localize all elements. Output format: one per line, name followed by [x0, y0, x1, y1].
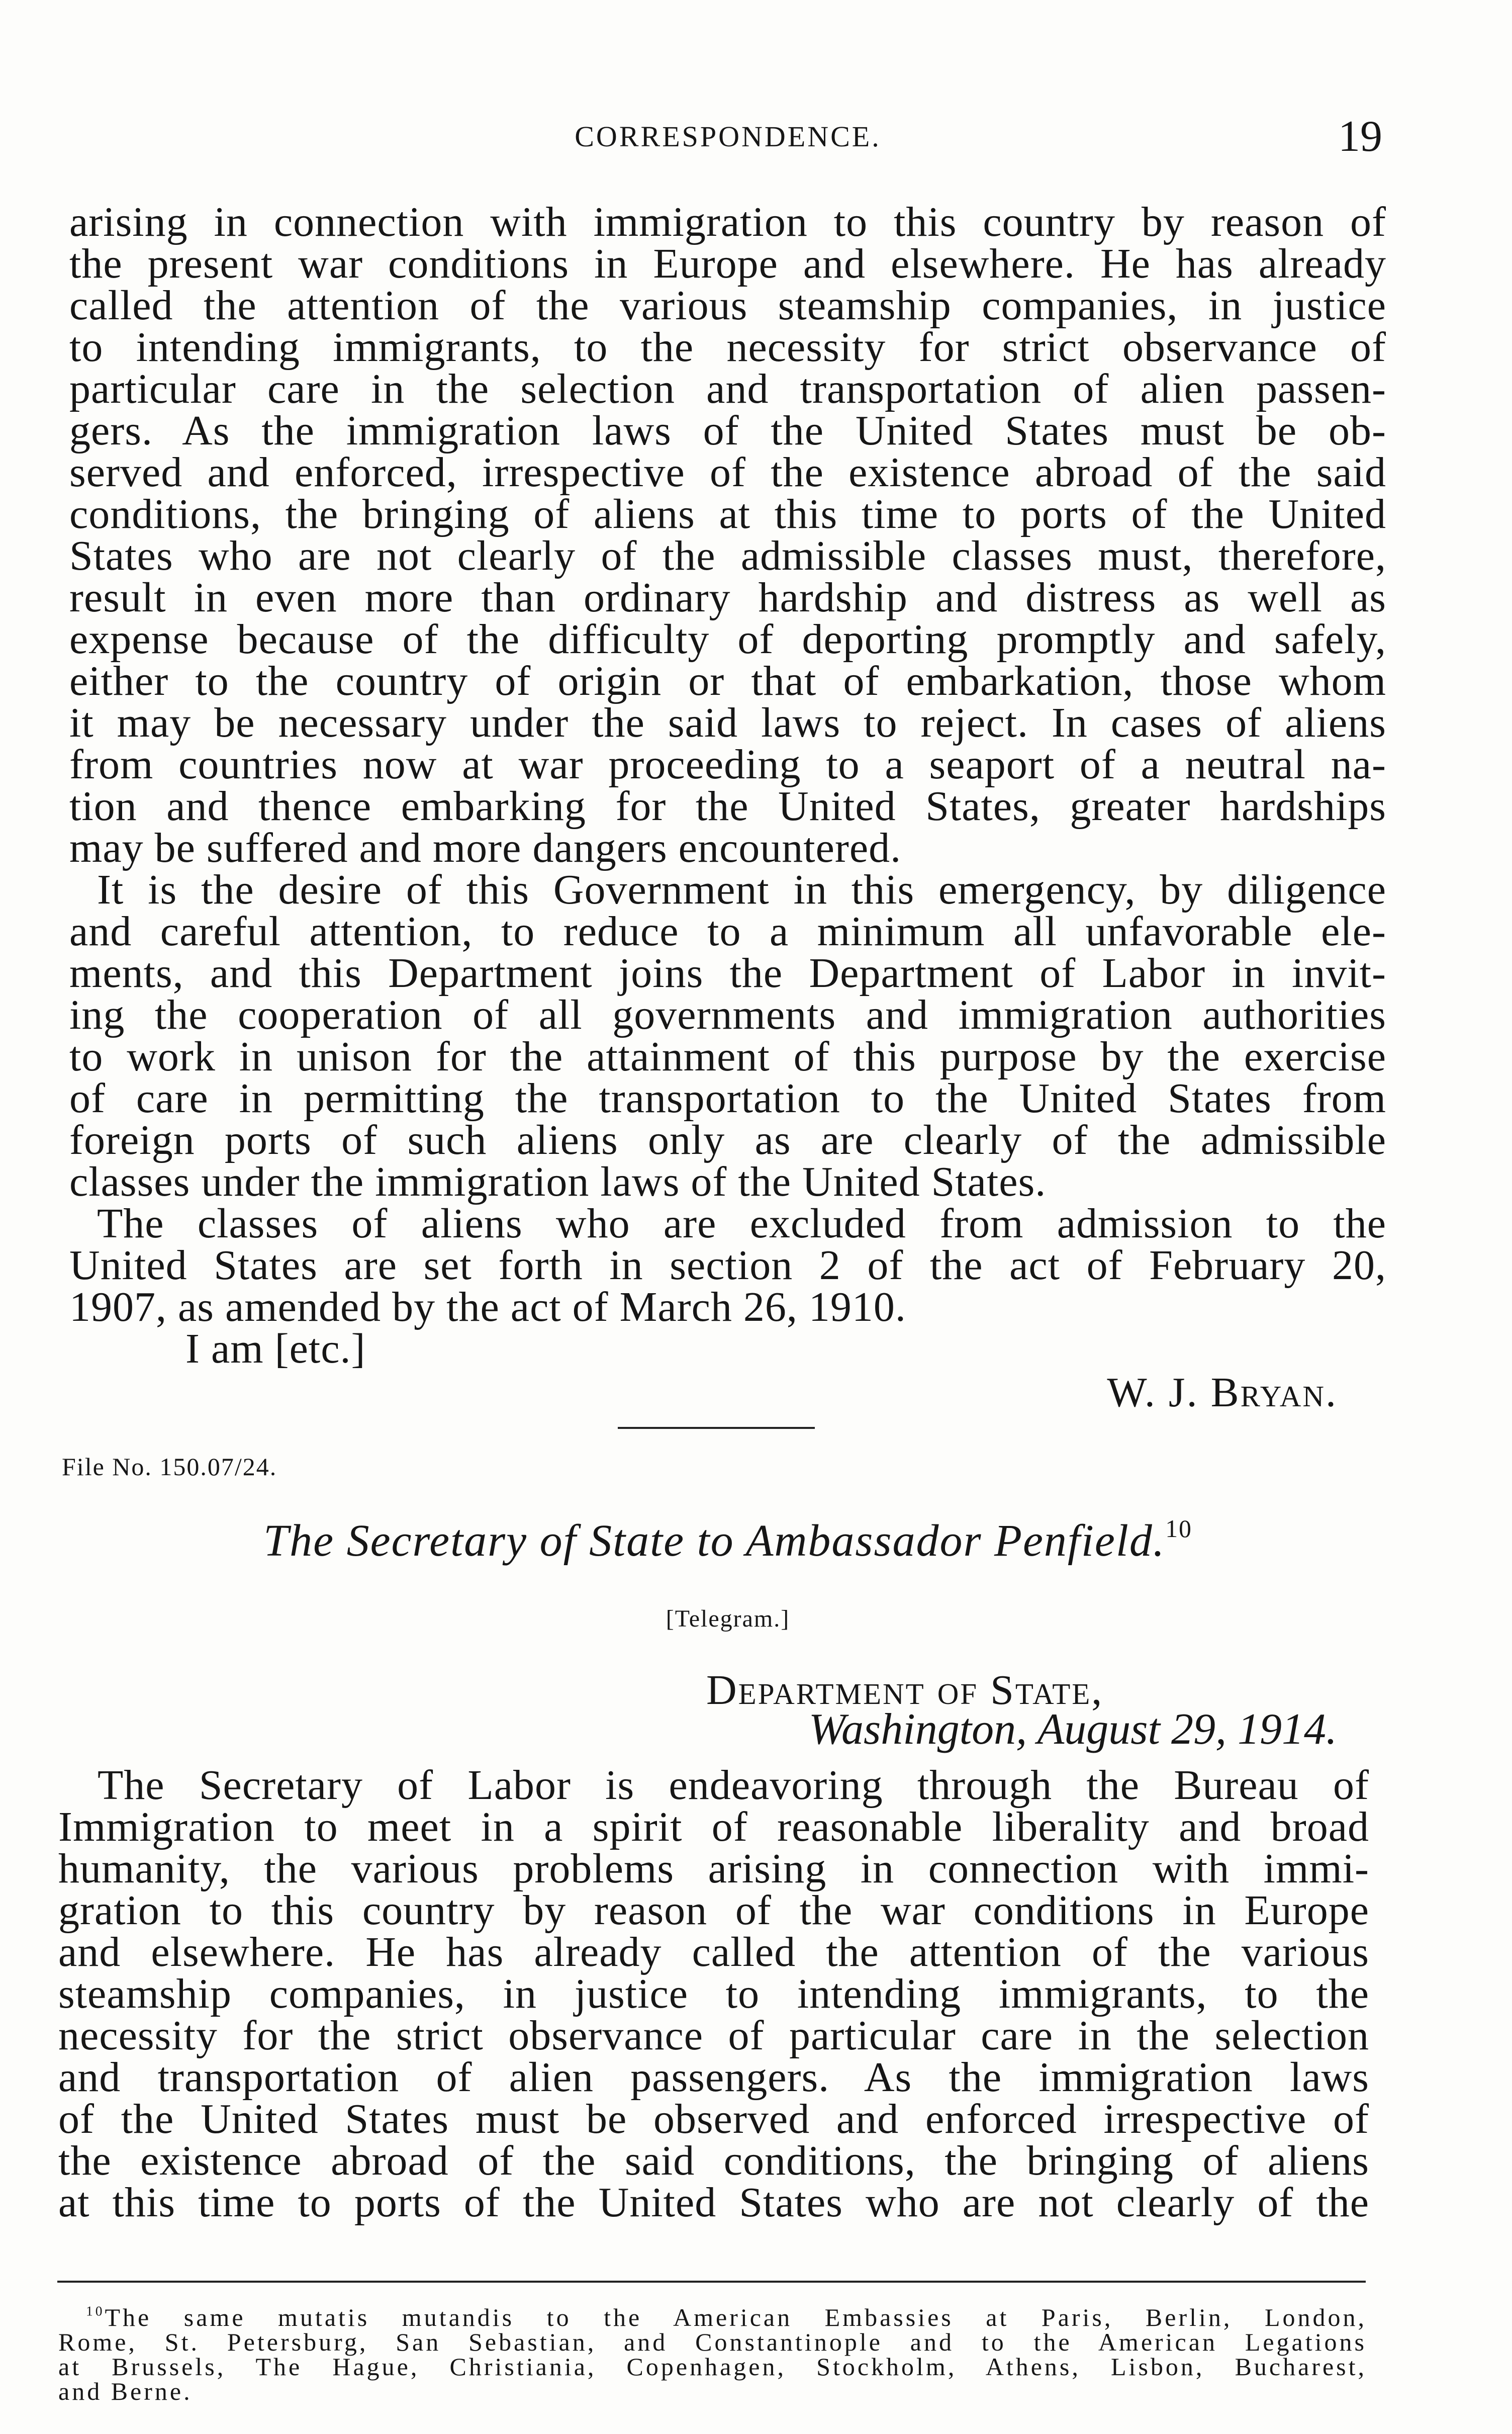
section-divider [618, 1427, 815, 1429]
footnote-line: Rome, St. Petersburg, San Sebastian, and Constantinople and to the American Legations [58, 2328, 1367, 2356]
text-line: result in even more than ordinary hardship and distress as well as [69, 574, 1386, 621]
document-type-label: [Telegram.] [666, 1605, 790, 1632]
text-line: to work in unison for the attainment of this purpose by the exercise [69, 1033, 1386, 1080]
document-heading [69, 1514, 1386, 1567]
text-line: United States are set forth in section 2 of the act of February 20, [69, 1242, 1386, 1289]
heading-text: The Secretary of State to Ambassador Penfield. [263, 1516, 1166, 1566]
paragraph-start-line: The classes of aliens who are excluded from admission to the [97, 1200, 1386, 1247]
text-line: it may be necessary under the said laws to reject. In cases of aliens [69, 699, 1386, 746]
text-line: States who are not clearly of the admissible classes must, therefore, [69, 532, 1386, 579]
text-line: either to the country of origin or that of embarkation, those whom [69, 658, 1386, 704]
text-line: at this time to ports of the United States who are not clearly of the [58, 2179, 1369, 2226]
text-line: gers. As the immigration laws of the United States must be ob- [69, 407, 1386, 454]
letter-body [69, 201, 1386, 1370]
page-number: 19 [1338, 112, 1382, 161]
text-line: necessity for the strict observance of particular care in the selection [58, 2012, 1369, 2059]
text-line: the present war conditions in Europe and elsewhere. He has already [69, 240, 1386, 287]
text-line: classes under the immigration laws of the United States. [69, 1158, 1047, 1205]
telegram-body [58, 1762, 1369, 2226]
text-line: humanity, the various problems arising in connection with immi- [58, 1845, 1369, 1892]
letter-closing: I am [etc.] [185, 1325, 366, 1372]
text-line: and transportation of alien passengers. As the immigration laws [58, 2054, 1369, 2101]
footnote-reference: 10 [1165, 1514, 1192, 1543]
file-number: File No. 150.07/24. [62, 1453, 277, 1481]
footnote [58, 2305, 1367, 2404]
text-line: and careful attention, to reduce to a minimum all unfavorable ele- [69, 908, 1386, 955]
text-line: 1907, as amended by the act of March 26, 1910. [69, 1284, 906, 1330]
text-line: ments, and this Department joins the Department of Labor in invit- [69, 950, 1386, 997]
text-line: tion and thence embarking for the United States, greater hardships [69, 783, 1386, 830]
text-line: gration to this country by reason of the war conditions in Europe [58, 1887, 1369, 1934]
sender-office: Department of State, [706, 1667, 1104, 1714]
text-line: ing the cooperation of all governments and immigration authorities [69, 991, 1386, 1038]
footnote-line [58, 2305, 1367, 2330]
paragraph-start-line: The Secretary of Labor is endeavoring through the Bureau of [98, 1762, 1369, 1809]
text-line: to intending immigrants, to the necessity for strict observance of [69, 324, 1386, 371]
footnote-line: and Berne. [58, 2377, 193, 2405]
running-head-title: CORRESPONDENCE. [575, 120, 881, 153]
footnote-text: The same mutatis mutandis to the American Embassies at Paris, Berlin, London, [105, 2303, 1367, 2331]
text-line: may be suffered and more dangers encountered. [69, 825, 902, 871]
text-line: foreign ports of such aliens only as are clearly of the admissible [69, 1117, 1386, 1163]
footnote-line: at Brussels, The Hague, Christiania, Copenhagen, Stockholm, Athens, Lisbon, Bucharest, [58, 2353, 1367, 2381]
text-line: Immigration to meet in a spirit of reasonable liberality and broad [58, 1804, 1369, 1850]
text-line: of the United States must be observed and enforced irrespective of [58, 2096, 1369, 2142]
text-line: the existence abroad of the said conditions, the bringing of aliens [58, 2137, 1369, 2184]
text-line: steamship companies, in justice to intending immigrants, to the [58, 1970, 1369, 2017]
text-line: and elsewhere. He has already called the attention of the various [58, 1929, 1369, 1975]
text-line: arising in connection with immigration to this country by reason of [69, 199, 1386, 245]
text-line: expense because of the difficulty of deporting promptly and safely, [69, 616, 1386, 663]
dateline: Washington, August 29, 1914. [808, 1705, 1337, 1754]
signature: W. J. Bryan. [1107, 1369, 1338, 1416]
text-line: called the attention of the various steamship companies, in justice [69, 282, 1386, 329]
paragraph-start-line: It is the desire of this Government in this emergency, by diligence [97, 866, 1386, 913]
footnote-divider [57, 2281, 1366, 2283]
text-line: particular care in the selection and transportation of alien passen- [69, 366, 1386, 412]
footnote-marker: 10 [86, 2303, 105, 2319]
text-line: from countries now at war proceeding to a seaport of a neutral na- [69, 741, 1386, 788]
text-line: of care in permitting the transportation to the United States from [69, 1075, 1386, 1122]
text-line: conditions, the bringing of aliens at this time to ports of the United [69, 491, 1386, 537]
text-line: served and enforced, irrespective of the existence abroad of the said [69, 449, 1386, 496]
